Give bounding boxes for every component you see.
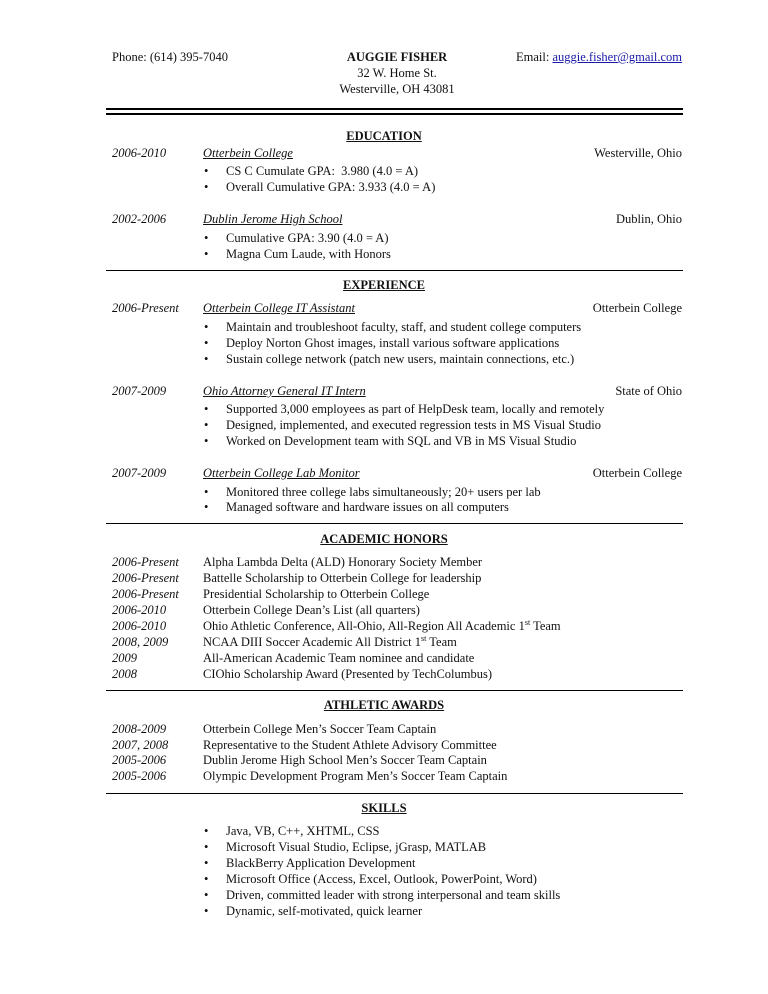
ordinal-suffix: st [421, 633, 427, 643]
award-date: 2005-2006 [112, 753, 167, 767]
award-date: 2005-2006 [112, 769, 167, 783]
section-title-academic-honors: ACADEMIC HONORS [320, 532, 448, 546]
award-row [112, 738, 682, 754]
bullet-text: Sustain college network (patch new users, maintain connections, etc.) [226, 352, 575, 366]
award-date: 2008-2009 [112, 722, 167, 736]
award-text: Otterbein College Men’s Soccer Team Captain [203, 722, 437, 736]
bullet-icon: • [204, 164, 209, 178]
entry-organization: Otterbein College [203, 146, 293, 160]
section-title-experience: EXPERIENCE [343, 278, 425, 292]
honor-date: 2006-2010 [112, 603, 167, 617]
honor-date: 2009 [112, 651, 137, 665]
skill-text: BlackBerry Application Development [226, 856, 416, 870]
award-text: Dublin Jerome High School Men’s Soccer Team Captain [203, 753, 487, 767]
bullet-icon: • [204, 904, 209, 918]
bullet-icon: • [204, 485, 209, 499]
entry-date: 2007-2009 [112, 466, 167, 480]
header-divider-top [106, 108, 683, 110]
bullet-icon: • [204, 418, 209, 432]
award-text: Representative to the Student Athlete Advisory Committee [203, 738, 497, 752]
honor-date: 2006-Present [112, 587, 179, 601]
bullet-icon: • [204, 336, 209, 350]
skill-text: Java, VB, C++, XHTML, CSS [226, 824, 380, 838]
honor-text: Alpha Lambda Delta (ALD) Honorary Society Member [203, 555, 483, 569]
section-divider [106, 690, 683, 691]
honor-date: 2006-Present [112, 555, 179, 569]
bullet-text: Deploy Norton Ghost images, install various software applications [226, 336, 560, 350]
bullet-icon: • [204, 824, 209, 838]
bullet-icon: • [204, 872, 209, 886]
resume-header [112, 50, 682, 100]
bullet-icon: • [204, 352, 209, 366]
bullet-text: Designed, implemented, and executed regression tests in MS Visual Studio [226, 418, 601, 432]
honor-text: Battelle Scholarship to Otterbein College for leadership [203, 571, 482, 585]
honor-text-end: Team [426, 635, 457, 649]
section-divider [106, 793, 683, 794]
bullet-text: Cumulative GPA: 3.90 (4.0 = A) [226, 231, 389, 245]
entry-organization: Dublin Jerome High School [203, 212, 343, 226]
honor-text-end: Team [530, 619, 561, 633]
header-divider-bottom [106, 113, 683, 115]
honor-date: 2008 [112, 667, 137, 681]
bullet-text: CS C Cumulate GPA: 3.980 (4.0 = A) [226, 164, 419, 178]
award-row [112, 722, 682, 738]
bullet-icon: • [204, 180, 209, 194]
honor-row [112, 555, 682, 571]
award-text: Olympic Development Program Men’s Soccer Team Captain [203, 769, 508, 783]
award-row [112, 753, 682, 769]
entry-location: Otterbein College [592, 301, 682, 315]
section-title-skills: SKILLS [361, 801, 407, 815]
experience-entry [112, 301, 682, 317]
bullet-text: Managed software and hardware issues on all computers [226, 500, 509, 514]
honor-row [112, 603, 682, 619]
bullet-text: Worked on Development team with SQL and VB in MS Visual Studio [226, 434, 577, 448]
bullet-icon: • [204, 231, 209, 245]
honor-date: 2006-Present [112, 571, 179, 585]
address-street: 32 W. Home St. [357, 66, 437, 80]
honor-row [112, 635, 682, 651]
bullet-icon: • [204, 434, 209, 448]
bullet-icon: • [204, 402, 209, 416]
honor-text: Otterbein College Dean’s List (all quarters) [203, 603, 420, 617]
entry-date: 2006-2010 [112, 146, 167, 160]
honor-row [112, 571, 682, 587]
award-row [112, 769, 682, 785]
honor-row [112, 619, 682, 635]
bullet-text: Maintain and troubleshoot faculty, staff, and student college computers [226, 320, 582, 334]
bullet-icon: • [204, 320, 209, 334]
bullet-icon: • [204, 888, 209, 902]
entry-organization: Otterbein College IT Assistant [203, 301, 355, 315]
honor-text: Ohio Athletic Conference, All-Ohio, All-Region All Academic 1 [203, 619, 525, 633]
honor-row [112, 587, 682, 603]
section-title-athletic-awards: ATHLETIC AWARDS [323, 698, 445, 712]
phone-number: Phone: (614) 395-7040 [112, 50, 228, 64]
entry-location: Dublin, Ohio [616, 212, 682, 226]
email-link[interactable]: auggie.fisher@gmail.com [552, 50, 682, 64]
ordinal-suffix: st [524, 617, 531, 627]
honor-text-block [203, 635, 457, 650]
experience-entry [112, 466, 682, 482]
email-label: Email: [516, 50, 553, 64]
bullet-text: Magna Cum Laude, with Honors [226, 247, 391, 261]
honor-date: 2008, 2009 [112, 635, 169, 649]
honor-date: 2006-2010 [112, 619, 167, 633]
address-city: Westerville, OH 43081 [339, 82, 455, 96]
bullet-icon: • [204, 500, 209, 514]
section-title-education: EDUCATION [346, 129, 422, 143]
bullet-text: Overall Cumulative GPA: 3.933 (4.0 = A) [226, 180, 436, 194]
experience-entry [112, 384, 682, 400]
entry-location: Westerville, Ohio [594, 146, 682, 160]
award-date: 2007, 2008 [112, 738, 169, 752]
bullet-text: Monitored three college labs simultaneously; 20+ users per lab [226, 485, 541, 499]
entry-location: Otterbein College [592, 466, 682, 480]
entry-date: 2006-Present [112, 301, 179, 315]
bullet-icon: • [204, 247, 209, 261]
honor-text-block [203, 619, 561, 634]
skill-text: Driven, committed leader with strong interpersonal and team skills [226, 888, 561, 902]
entry-date: 2007-2009 [112, 384, 167, 398]
honor-text: CIOhio Scholarship Award (Presented by TechColumbus) [203, 667, 493, 681]
applicant-name: AUGGIE FISHER [346, 50, 448, 64]
section-divider [106, 523, 683, 524]
section-divider [106, 270, 683, 271]
honor-text: All-American Academic Team nominee and candidate [203, 651, 475, 665]
education-entry [112, 146, 682, 162]
education-entry [112, 212, 682, 228]
bullet-text: Supported 3,000 employees as part of HelpDesk team, locally and remotely [226, 402, 605, 416]
honor-text: NCAA DIII Soccer Academic All District 1 [203, 635, 422, 649]
entry-organization: Otterbein College Lab Monitor [203, 466, 360, 480]
honor-row [112, 651, 682, 667]
honor-text: Presidential Scholarship to Otterbein College [203, 587, 430, 601]
skill-text: Microsoft Office (Access, Excel, Outlook, PowerPoint, Word) [226, 872, 537, 886]
entry-location: State of Ohio [615, 384, 682, 398]
email-block [516, 50, 682, 65]
bullet-icon: • [204, 840, 209, 854]
bullet-icon: • [204, 856, 209, 870]
skill-text: Dynamic, self-motivated, quick learner [226, 904, 423, 918]
entry-organization: Ohio Attorney General IT Intern [203, 384, 366, 398]
entry-date: 2002-2006 [112, 212, 167, 226]
skill-text: Microsoft Visual Studio, Eclipse, jGrasp, MATLAB [226, 840, 487, 854]
honor-row [112, 667, 682, 683]
